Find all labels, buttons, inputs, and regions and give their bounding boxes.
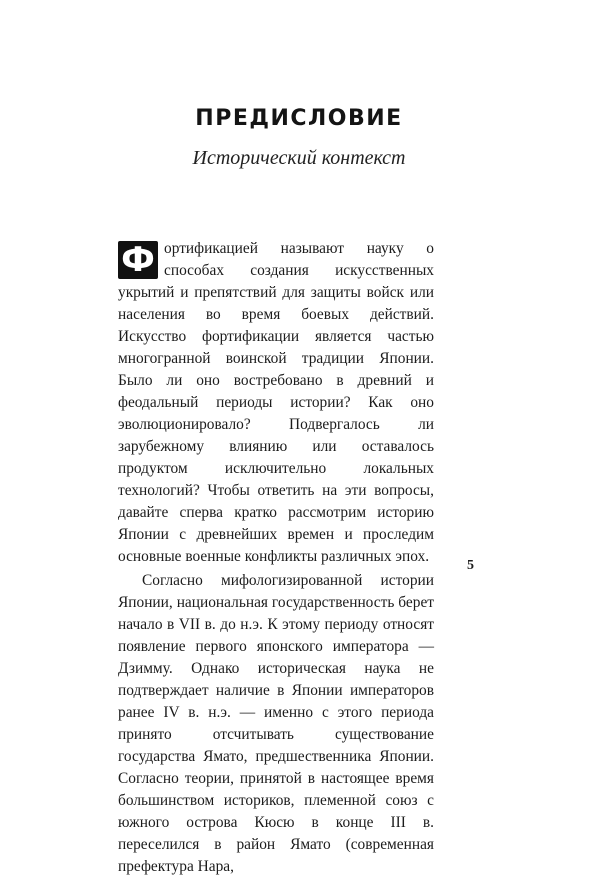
chapter-heading bbox=[118, 106, 480, 170]
chapter-title: ПРЕДИСЛОВИЕ bbox=[195, 106, 403, 131]
drop-cap: Ф bbox=[118, 241, 158, 279]
page-number: 5 bbox=[467, 558, 474, 573]
body-text bbox=[118, 238, 434, 878]
paragraph-2: Согласно мифологизированной истории Японии, национальная государственность берет начало в VII в. до н.э. К этому периоду относят появление первого японского императора — Дзимму. Однако историческая наука не подтверждает наличие в Японии императоров ранее IV в. н.э. — именно с этого периода принято отсчитывать существование государства Ямато, предшественника Японии. Согласно теории, принятой в настоящее время большинством историков, племенной союз с южного острова Кюсю в конце III в. переселился в район Ямато (современная префектура Нара, bbox=[118, 572, 434, 875]
paragraph-1 bbox=[118, 238, 434, 568]
chapter-subtitle: Исторический контекст bbox=[192, 147, 406, 169]
paragraph-1-text: ортификацией называют науку о способах создания искусственных укрытий и препятствий для защиты войск или населения во время боевых действий. Искусство фортификации является частью многогранной воинской традиции Японии. Было ли оно востребовано в древний и феодальный периоды истории? Как оно эволюционировало? Подвергалось ли зарубежному влиянию или оставалось продуктом исключительно локальных технологий? Чтобы ответить на эти вопросы, давайте сперва кратко рассмотрим историю Японии с древнейших времен и проследим основные военные конфликты различных эпох. bbox=[118, 240, 434, 565]
